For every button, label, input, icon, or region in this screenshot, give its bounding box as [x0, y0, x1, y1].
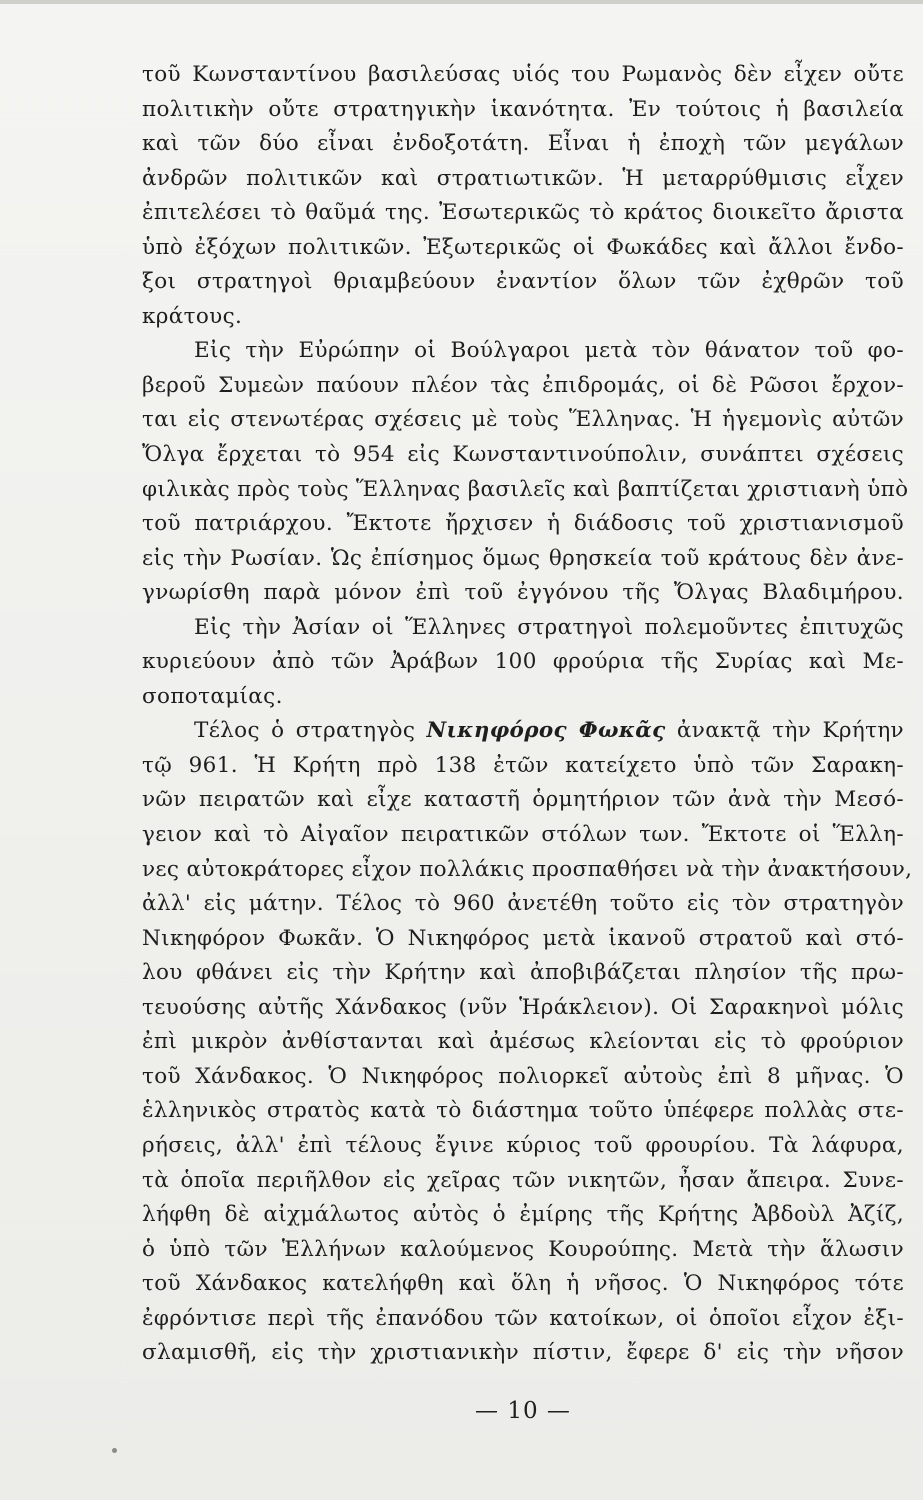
- text-line: εἰς τὴν Ρωσίαν. Ὡς ἐπίσημος ὅμως θρησκεία τοῦ κράτους δὲν ἀνε-: [142, 545, 904, 571]
- text-line: ται εἰς στενωτέρας σχέσεις μὲ τοὺς Ἕλληνας. Ἡ ἡγεμονὶς αὐτῶν: [142, 407, 904, 433]
- text-line: νῶν πειρατῶν καὶ εἶχε καταστῆ ὁρμητήριον τῶν ἀνὰ τὴν Μεσό-: [142, 787, 904, 813]
- body-text: [142, 58, 913, 1371]
- emphasized-name: Νικηφόρος Φωκᾶς: [426, 718, 666, 744]
- text-line: [142, 714, 904, 749]
- text-line: γνωρίσθη παρὰ μόνον ἐπὶ τοῦ ἐγγόνου τῆς Ὄλγας Βλαδιμήρου.: [142, 580, 904, 606]
- text-line: Νικηφόρον Φωκᾶν. Ὁ Νικηφόρος μετὰ ἱκανοῦ στρατοῦ καὶ στό-: [142, 925, 904, 951]
- text-line: ἑλληνικὸς στρατὸς κατὰ τὸ διάστημα τοῦτο ὑπέφερε πολλὰς στε-: [142, 1098, 904, 1124]
- text-line: κράτους.: [142, 303, 243, 329]
- text-line: τοῦ Κωνσταντίνου βασιλεύσας υἱός του Ρωμανὸς δὲν εἶχεν οὔτε: [142, 62, 904, 87]
- text-line: τοῦ πατριάρχου. Ἔκτοτε ἤρχισεν ἡ διάδοσις τοῦ χριστιανισμοῦ: [142, 511, 904, 537]
- text-line: ἐπιτελέσει τὸ θαῦμά της. Ἐσωτερικῶς τὸ κράτος διοικεῖτο ἄριστα: [142, 200, 904, 226]
- text-line: ἀλλ' εἰς μάτην. Τέλος τὸ 960 ἀνετέθη τοῦτο εἰς τὸν στρατηγὸν: [142, 891, 904, 917]
- page-speck: [112, 1448, 117, 1453]
- text-line: γειον καὶ τὸ Αἰγαῖον πειρατικῶν στόλων των. Ἔκτοτε οἱ Ἕλλη-: [142, 822, 904, 848]
- text-line: πολιτικὴν οὔτε στρατηγικὴν ἱκανότητα. Ἐν τούτοις ἡ βασιλεία: [142, 96, 904, 122]
- text-segment: ἀνακτᾷ τὴν Κρήτην: [665, 718, 904, 744]
- text-segment: Τέλος ὁ στρατηγὸς: [194, 718, 427, 744]
- text-line: τὰ ὁποῖα περιῆλθον εἰς χεῖρας τῶν νικητῶν, ἦσαν ἄπειρα. Συνε-: [142, 1167, 904, 1193]
- text-line: κυριεύουν ἀπὸ τῶν Ἀράβων 100 φρούρια τῆς Συρίας καὶ Με-: [142, 649, 904, 675]
- text-line: καὶ τῶν δύο εἶναι ἐνδοξοτάτη. Εἶναι ἡ ἐποχὴ τῶν μεγάλων: [142, 131, 904, 157]
- text-line: ἐπὶ μικρὸν ἀνθίστανται καὶ ἀμέσως κλείονται εἰς τὸ φρούριον: [142, 1029, 904, 1055]
- text-line: φιλικὰς πρὸς τοὺς Ἕλληνας βασιλεῖς καὶ βαπτίζεται χριστιανὴ ὑπὸ: [142, 476, 909, 502]
- text-line: Εἰς τὴν Ἀσίαν οἱ Ἕλληνες στρατηγοὶ πολεμοῦντες ἐπιτυχῶς: [194, 614, 904, 640]
- text-line: τοῦ Χάνδακος κατελήφθη καὶ ὅλη ἡ νῆσος. Ὁ Νικηφόρος τότε: [142, 1271, 904, 1297]
- text-line: νες αὐτοκράτορες εἶχον πολλάκις προσπαθήσει νὰ τὴν ἀνακτήσουν,: [142, 856, 913, 882]
- text-line: Ὄλγα ἔρχεται τὸ 954 εἰς Κωνσταντινούπολιν, συνάπτει σχέσεις: [142, 442, 904, 468]
- text-line: σλαμισθῆ, εἰς τὴν χριστιανικὴν πίστιν, ἔφερε δ' εἰς τὴν νῆσον: [142, 1340, 904, 1366]
- text-line: βεροῦ Συμεὼν παύουν πλέον τὰς ἐπιδρομάς, οἱ δὲ Ρῶσοι ἔρχον-: [142, 372, 904, 398]
- text-line: ἀνδρῶν πολιτικῶν καὶ στρατιωτικῶν. Ἡ μεταρρύθμισις εἶχεν: [142, 165, 904, 191]
- text-line: ξοι στρατηγοὶ θριαμβεύουν ἐναντίον ὅλων τῶν ἐχθρῶν τοῦ: [142, 269, 904, 295]
- text-line: ἐφρόντισε περὶ τῆς ἐπανόδου τῶν κατοίκων, οἱ ὁποῖοι εἶχον ἐξι-: [142, 1305, 904, 1331]
- page-number: — 10 —: [475, 1398, 571, 1424]
- text-line: σοποταμίας.: [142, 683, 283, 709]
- text-line: ρήσεις, ἀλλ' ἐπὶ τέλους ἔγινε κύριος τοῦ φρουρίου. Τὰ λάφυρα,: [142, 1132, 904, 1158]
- text-line: λου φθάνει εἰς τὴν Κρήτην καὶ ἀποβιβάζεται πλησίον τῆς πρω-: [142, 960, 904, 986]
- text-line: τῷ 961. Ἡ Κρήτη πρὸ 138 ἐτῶν κατείχετο ὑπὸ τῶν Σαρακη-: [142, 752, 904, 778]
- text-line: Εἰς τὴν Εὐρώπην οἱ Βούλγαροι μετὰ τὸν θάνατον τοῦ φο-: [194, 338, 904, 364]
- text-line: τευούσης αὐτῆς Χάνδακος (νῦν Ἡράκλειον). Οἱ Σαρακηνοὶ μόλις: [142, 994, 904, 1020]
- page-top-edge: [0, 0, 923, 4]
- text-line: λήφθη δὲ αἰχμάλωτος αὐτὸς ὁ ἐμίρης τῆς Κρήτης Ἀβδοὺλ Ἀζίζ,: [142, 1202, 904, 1228]
- text-line: ὁ ὑπὸ τῶν Ἑλλήνων καλούμενος Κουρούπης. Μετὰ τὴν ἅλωσιν: [142, 1236, 904, 1262]
- text-line: ὑπὸ ἐξόχων πολιτικῶν. Ἐξωτερικῶς οἱ Φωκάδες καὶ ἄλλοι ἔνδο-: [142, 234, 904, 260]
- text-line: τοῦ Χάνδακος. Ὁ Νικηφόρος πολιορκεῖ αὐτοὺς ἐπὶ 8 μῆνας. Ὁ: [142, 1063, 904, 1089]
